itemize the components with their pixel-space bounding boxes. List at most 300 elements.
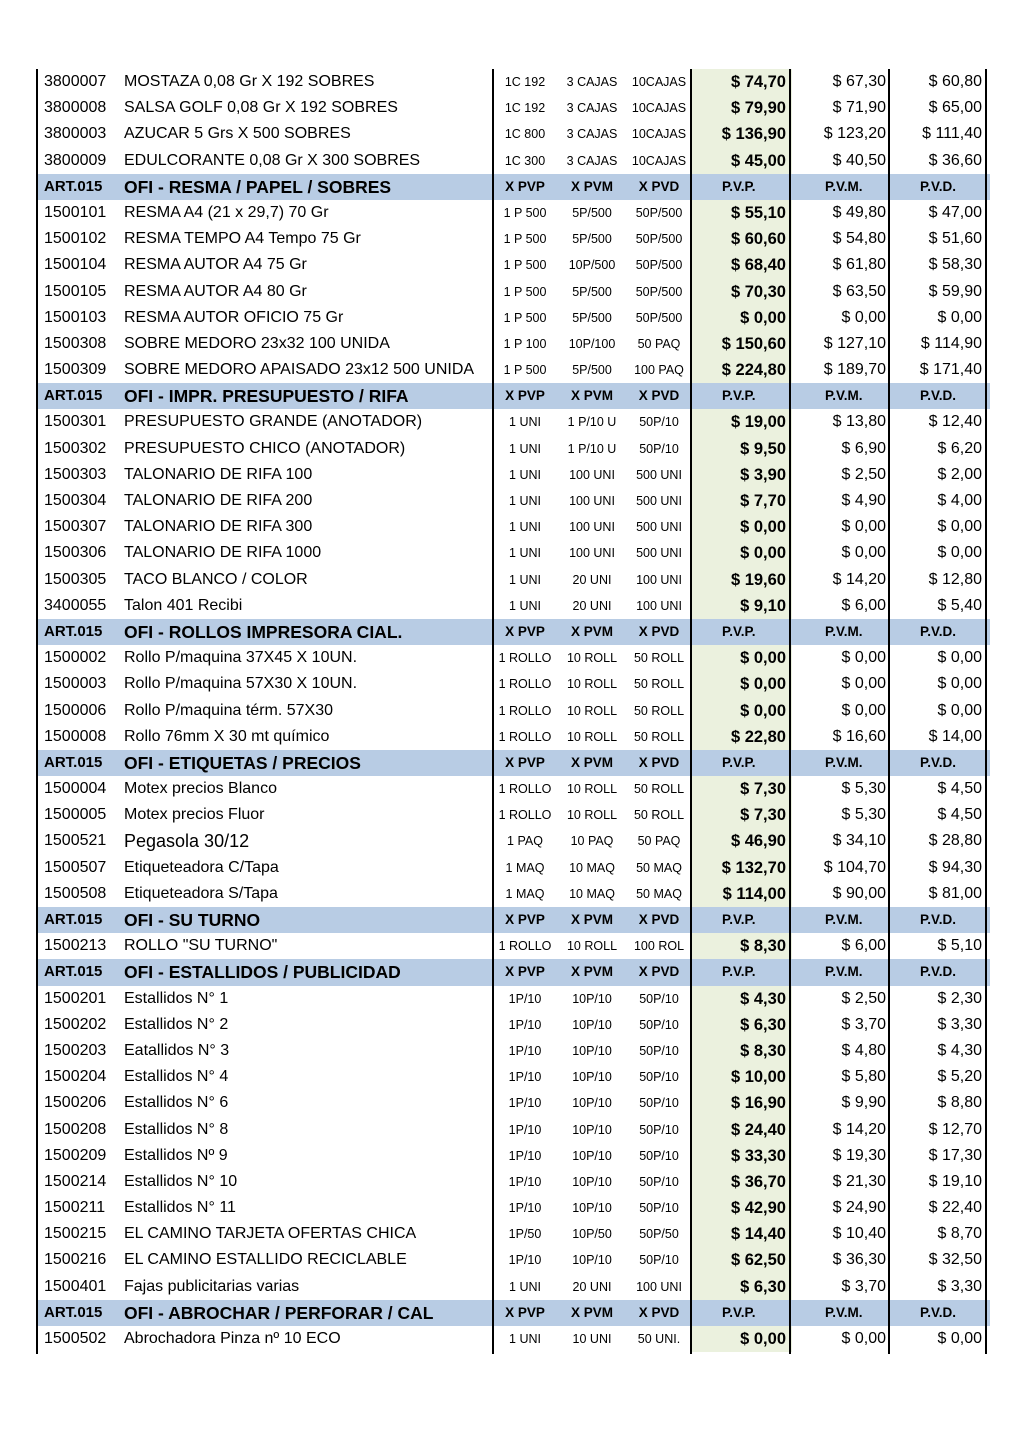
item-description: Motex precios Blanco — [124, 780, 277, 798]
table-row — [36, 252, 990, 278]
item-description: RESMA A4 (21 x 29,7) 70 Gr — [124, 203, 329, 221]
unit-pvd: 50 ROLL — [633, 703, 685, 718]
unit-pvm: 1 P/10 U — [567, 415, 617, 430]
price-pvp: $ 8,30 — [692, 933, 792, 959]
price-pvp: $ 24,40 — [692, 1117, 792, 1143]
unit-header-pvp: X PVP — [505, 388, 545, 404]
price-header-pvm: P.V.M. — [825, 1304, 863, 1320]
item-description: Estallidos N° 1 — [124, 989, 229, 1007]
price-pvp: $ 46,90 — [692, 828, 792, 854]
section-title: OFI - ROLLOS IMPRESORA CIAL. — [124, 621, 403, 642]
unit-pvp: 1 UNI — [509, 415, 541, 430]
unit-pvm: 10P/10 — [572, 1201, 612, 1216]
unit-pvd: 50P/10 — [639, 441, 679, 456]
unit-pvp: 1C 192 — [504, 75, 546, 89]
unit-pvm: 5P/500 — [572, 232, 612, 247]
item-code: 1500214 — [44, 1172, 107, 1190]
item-code: 1500213 — [44, 937, 107, 955]
unit-header-pvd: X PVD — [638, 964, 680, 980]
price-pvm: $ 19,30 — [832, 1146, 886, 1164]
price-pvd: $ 2,00 — [937, 465, 982, 483]
item-description: Eatallidos N° 3 — [124, 1041, 230, 1059]
price-pvd: $ 0,00 — [937, 308, 982, 326]
unit-pvd: 100 ROL — [633, 939, 685, 954]
item-code: 3800009 — [44, 151, 107, 169]
unit-pvd: 10CAJAS — [631, 75, 687, 89]
unit-pvm: 10P/10 — [572, 1148, 612, 1163]
unit-pvd: 50P/500 — [635, 284, 683, 299]
section-title: OFI - IMPR. PRESUPUESTO / RIFA — [124, 386, 409, 407]
price-pvm: $ 6,00 — [841, 596, 886, 614]
price-pvp: $ 62,50 — [692, 1247, 792, 1273]
unit-pvd: 50P/50 — [639, 1227, 679, 1242]
price-header-pvm: P.V.M. — [825, 388, 863, 404]
price-pvp: $ 7,30 — [692, 802, 792, 828]
unit-pvm: 10P/10 — [572, 1253, 612, 1268]
price-pvm: $ 9,90 — [841, 1094, 886, 1112]
price-pvm: $ 16,60 — [832, 727, 886, 745]
item-description: RESMA TEMPO A4 Tempo 75 Gr — [124, 230, 361, 248]
unit-pvd: 500 UNI — [636, 520, 682, 535]
table-row — [36, 855, 990, 881]
price-pvp: $ 45,00 — [692, 148, 792, 174]
unit-pvp: 1 P 500 — [503, 205, 547, 220]
unit-pvp: 1P/10 — [508, 1096, 542, 1111]
item-description: Estallidos N° 6 — [124, 1094, 229, 1112]
section-header — [36, 1300, 990, 1326]
unit-header-pvm: X PVM — [570, 1304, 613, 1320]
price-header-pvp: P.V.P. — [722, 1304, 756, 1320]
unit-pvp: 1P/50 — [508, 1227, 542, 1242]
item-description: EL CAMINO TARJETA OFERTAS CHICA — [124, 1225, 417, 1243]
unit-pvd: 50 ROLL — [633, 782, 685, 797]
price-pvd: $ 12,80 — [928, 570, 982, 588]
unit-pvd: 50P/10 — [639, 1096, 679, 1111]
unit-pvm: 5P/500 — [572, 284, 612, 299]
table-row — [36, 1326, 990, 1352]
price-pvm: $ 67,30 — [832, 73, 886, 90]
unit-pvp: 1 P 500 — [503, 258, 547, 273]
item-description: PRESUPUESTO GRANDE (ANOTADOR) — [124, 413, 423, 431]
unit-pvm: 10P/10 — [572, 1017, 612, 1032]
price-pvd: $ 12,40 — [928, 413, 982, 431]
unit-pvd: 50 MAQ — [636, 886, 682, 901]
unit-pvd: 500 UNI — [636, 546, 682, 561]
price-pvd: $ 3,30 — [937, 1015, 982, 1033]
unit-pvp: 1 P 500 — [503, 232, 547, 247]
item-code: 1500104 — [44, 256, 107, 274]
price-pvp: $ 0,00 — [692, 671, 792, 697]
item-description: SOBRE MEDORO 23x32 100 UNIDA — [124, 334, 390, 352]
unit-pvm: 10 ROLL — [566, 651, 618, 666]
unit-pvd: 100 UNI — [636, 572, 682, 587]
unit-pvp: 1 MAQ — [505, 860, 545, 875]
price-pvp: $ 19,00 — [692, 409, 792, 435]
price-pvp: $ 3,90 — [692, 462, 792, 488]
item-description: Talon 401 Recibi — [124, 596, 243, 614]
price-pvm: $ 2,50 — [841, 465, 886, 483]
unit-pvd: 100 UNI — [636, 1279, 682, 1294]
item-code: 1500521 — [44, 832, 107, 850]
unit-pvm: 10P/10 — [572, 1070, 612, 1085]
price-pvp: $ 22,80 — [692, 724, 792, 750]
item-description: ROLLO "SU TURNO" — [124, 937, 278, 955]
price-pvp: $ 0,00 — [692, 645, 792, 671]
section-header — [36, 907, 990, 933]
item-code: 1500309 — [44, 361, 107, 379]
unit-pvm: 10P/500 — [568, 258, 616, 273]
price-list-table — [36, 69, 990, 1352]
item-description: Abrochadora Pinza nº 10 ECO — [124, 1330, 341, 1347]
price-header-pvp: P.V.P. — [722, 964, 756, 980]
column-divider — [36, 69, 38, 1354]
price-pvm: $ 61,80 — [832, 256, 886, 274]
price-pvm: $ 4,80 — [841, 1041, 886, 1059]
price-pvm: $ 14,20 — [832, 1120, 886, 1138]
table-row — [36, 226, 990, 252]
unit-pvm: 10 ROLL — [566, 677, 618, 692]
price-pvp: $ 114,00 — [692, 881, 792, 907]
price-pvm: $ 54,80 — [832, 230, 886, 248]
unit-pvm: 10P/100 — [568, 336, 616, 351]
section-art-code: ART.015 — [44, 911, 103, 928]
price-pvp: $ 33,30 — [692, 1143, 792, 1169]
section-title: OFI - RESMA / PAPEL / SOBRES — [124, 176, 392, 197]
price-pvd: $ 22,40 — [928, 1199, 982, 1217]
price-pvm: $ 104,70 — [823, 858, 886, 876]
table-row — [36, 671, 990, 697]
price-pvm: $ 6,00 — [841, 937, 886, 955]
unit-pvm: 5P/500 — [572, 363, 612, 378]
column-divider — [985, 69, 987, 1354]
price-pvm: $ 0,00 — [841, 308, 886, 326]
table-row — [36, 933, 990, 959]
column-divider — [888, 69, 890, 1354]
table-row — [36, 200, 990, 226]
table-row — [36, 1247, 990, 1273]
unit-pvm: 10P/10 — [572, 1096, 612, 1111]
item-description: Rollo 76mm X 30 mt químico — [124, 727, 330, 745]
price-pvd: $ 19,10 — [928, 1172, 982, 1190]
table-row — [36, 305, 990, 331]
unit-pvd: 50P/500 — [635, 258, 683, 273]
unit-pvp: 1P/10 — [508, 1201, 542, 1216]
unit-header-pvd: X PVD — [638, 623, 680, 639]
unit-pvd: 50 PAQ — [637, 336, 681, 351]
price-pvp: $ 6,30 — [692, 1012, 792, 1038]
unit-pvm: 100 UNI — [569, 520, 615, 535]
unit-pvp: 1C 300 — [504, 153, 546, 168]
price-pvm: $ 123,20 — [823, 125, 886, 143]
price-pvm: $ 6,90 — [841, 439, 886, 457]
table-row — [36, 409, 990, 435]
price-pvp: $ 136,90 — [692, 121, 792, 147]
price-pvd: $ 3,30 — [937, 1277, 982, 1295]
table-row — [36, 1169, 990, 1195]
unit-pvm: 10 MAQ — [569, 860, 615, 875]
unit-pvp: 1C 192 — [504, 101, 546, 116]
item-description: TACO BLANCO / COLOR — [124, 570, 308, 588]
table-row — [36, 1274, 990, 1300]
price-pvp: $ 7,30 — [692, 776, 792, 802]
price-pvd: $ 114,90 — [920, 334, 982, 352]
price-pvp: $ 36,70 — [692, 1169, 792, 1195]
table-row — [36, 279, 990, 305]
item-description: MOSTAZA 0,08 Gr X 192 SOBRES — [124, 73, 375, 90]
unit-pvp: 1P/10 — [508, 1017, 542, 1032]
unit-pvm: 5P/500 — [572, 310, 612, 325]
unit-pvp: 1 UNI — [509, 546, 541, 561]
unit-pvd: 50 UNI. — [637, 1332, 681, 1346]
price-pvm: $ 63,50 — [832, 282, 886, 300]
table-row — [36, 331, 990, 357]
unit-pvm: 20 UNI — [572, 598, 612, 613]
unit-pvm: 100 UNI — [569, 467, 615, 482]
table-row — [36, 357, 990, 383]
price-header-pvm: P.V.M. — [825, 178, 863, 194]
item-description: EDULCORANTE 0,08 Gr X 300 SOBRES — [124, 151, 421, 169]
price-header-pvp: P.V.P. — [722, 754, 756, 770]
section-art-code: ART.015 — [44, 622, 103, 640]
price-pvd: $ 0,00 — [937, 701, 982, 719]
section-header — [36, 750, 990, 776]
item-description: AZUCAR 5 Grs X 500 SOBRES — [124, 125, 351, 143]
unit-pvd: 50 ROLL — [633, 677, 685, 692]
item-code: 1500301 — [44, 413, 107, 431]
unit-pvd: 50P/10 — [639, 1174, 679, 1189]
price-pvm: $ 21,30 — [832, 1172, 886, 1190]
unit-header-pvm: X PVM — [570, 388, 613, 404]
column-divider — [492, 69, 494, 1354]
price-pvm: $ 0,00 — [841, 1330, 886, 1347]
price-pvm: $ 5,30 — [841, 780, 886, 798]
price-header-pvp: P.V.P. — [722, 623, 756, 639]
section-art-code: ART.015 — [44, 387, 103, 405]
unit-pvd: 500 UNI — [636, 467, 682, 482]
price-pvd: $ 12,70 — [928, 1120, 982, 1138]
unit-pvp: 1 ROLLO — [498, 651, 552, 666]
price-pvd: $ 0,00 — [937, 518, 982, 536]
unit-pvm: 3 CAJAS — [566, 101, 618, 116]
unit-pvp: 1 UNI — [509, 1279, 541, 1294]
unit-pvm: 10P/10 — [572, 1043, 612, 1058]
unit-pvm: 20 UNI — [572, 1279, 612, 1294]
section-header — [36, 383, 990, 409]
item-code: 1500306 — [44, 544, 107, 562]
table-row — [36, 1038, 990, 1064]
item-code: 1500305 — [44, 570, 107, 588]
unit-pvp: 1 MAQ — [505, 886, 545, 901]
unit-pvp: 1 P 500 — [503, 284, 547, 299]
price-pvd: $ 171,40 — [919, 361, 982, 379]
unit-pvp: 1 UNI — [509, 520, 541, 535]
price-pvm: $ 3,70 — [841, 1277, 886, 1295]
unit-pvd: 100 UNI — [636, 598, 682, 613]
price-pvd: $ 28,80 — [928, 832, 982, 850]
item-code: 1500202 — [44, 1015, 107, 1033]
table-row — [36, 95, 990, 121]
item-code: 1500303 — [44, 465, 107, 483]
price-pvd: $ 0,00 — [937, 675, 982, 693]
price-pvd: $ 4,50 — [937, 806, 982, 824]
price-header-pvm: P.V.M. — [825, 964, 863, 980]
table-row — [36, 881, 990, 907]
unit-pvd: 50 ROLL — [633, 808, 685, 823]
unit-pvd: 50P/10 — [639, 991, 679, 1006]
item-code: 1500206 — [44, 1094, 107, 1112]
table-row — [36, 1090, 990, 1116]
table-row — [36, 436, 990, 462]
item-code: 1500401 — [44, 1277, 107, 1295]
price-pvm: $ 13,80 — [832, 413, 886, 431]
unit-header-pvd: X PVD — [638, 178, 680, 194]
unit-pvm: 10P/50 — [572, 1227, 612, 1242]
unit-pvp: 1P/10 — [508, 1070, 542, 1085]
unit-pvp: 1 ROLLO — [498, 782, 552, 797]
table-row — [36, 1064, 990, 1090]
item-description: Rollo P/maquina 37X45 X 10UN. — [124, 649, 358, 667]
price-pvp: $ 224,80 — [692, 357, 792, 383]
unit-pvm: 10 ROLL — [566, 939, 618, 954]
unit-pvd: 50 MAQ — [636, 860, 682, 875]
price-pvd: $ 59,90 — [928, 282, 982, 300]
item-description: EL CAMINO ESTALLIDO RECICLABLE — [124, 1251, 407, 1269]
unit-pvm: 3 CAJAS — [566, 153, 618, 168]
price-header-pvm: P.V.M. — [825, 623, 863, 639]
item-code: 1500008 — [44, 727, 107, 745]
price-pvd: $ 4,50 — [937, 780, 982, 798]
item-code: 1500105 — [44, 282, 107, 300]
price-pvp: $ 8,30 — [692, 1038, 792, 1064]
price-pvm: $ 0,00 — [841, 675, 886, 693]
price-pvd: $ 94,30 — [928, 858, 982, 876]
item-description: SALSA GOLF 0,08 Gr X 192 SOBRES — [124, 99, 398, 117]
table-row — [36, 828, 990, 854]
table-row — [36, 986, 990, 1012]
table-row — [36, 776, 990, 802]
item-code: 1500004 — [44, 780, 107, 798]
item-description: Estallidos N° 11 — [124, 1199, 236, 1217]
unit-pvd: 50P/10 — [639, 1148, 679, 1163]
item-description: Estallidos N° 8 — [124, 1120, 229, 1138]
unit-pvd: 50 ROLL — [633, 651, 685, 666]
unit-pvp: 1 P 500 — [503, 310, 547, 325]
price-header-pvd: P.V.D. — [920, 1304, 957, 1320]
price-pvp: $ 60,60 — [692, 226, 792, 252]
price-pvd: $ 65,00 — [928, 99, 982, 117]
item-description: Motex precios Fluor — [124, 806, 265, 824]
unit-header-pvd: X PVD — [638, 388, 680, 404]
price-header-pvp: P.V.P. — [722, 178, 756, 194]
unit-pvm: 10 PAQ — [570, 834, 614, 849]
item-code: 1500208 — [44, 1120, 107, 1138]
unit-pvp: 1C 800 — [504, 127, 546, 142]
table-row — [36, 121, 990, 147]
item-description: RESMA AUTOR A4 80 Gr — [124, 282, 307, 300]
price-pvp: $ 74,70 — [692, 69, 792, 95]
price-pvd: $ 8,80 — [937, 1094, 982, 1112]
section-title: OFI - SU TURNO — [124, 910, 261, 930]
section-title: OFI - ESTALLIDOS / PUBLICIDAD — [124, 962, 401, 983]
unit-header-pvd: X PVD — [638, 912, 680, 927]
price-pvd: $ 58,30 — [928, 256, 982, 274]
price-header-pvm: P.V.M. — [825, 754, 863, 770]
item-code: 1500006 — [44, 701, 107, 719]
unit-pvd: 10CAJAS — [631, 101, 687, 116]
item-description: Estallidos N° 2 — [124, 1015, 229, 1033]
unit-pvm: 20 UNI — [572, 572, 612, 587]
item-code: 1500101 — [44, 203, 107, 221]
price-pvd: $ 47,00 — [928, 203, 982, 221]
item-code: 1500507 — [44, 858, 107, 876]
table-row — [36, 567, 990, 593]
price-pvp: $ 0,00 — [692, 514, 792, 540]
item-description: TALONARIO DE RIFA 100 — [124, 465, 313, 483]
unit-pvd: 50P/10 — [639, 415, 679, 430]
unit-pvm: 3 CAJAS — [566, 75, 618, 89]
unit-header-pvp: X PVP — [505, 912, 545, 927]
unit-pvd: 500 UNI — [636, 494, 682, 508]
unit-pvm: 10P/10 — [572, 991, 612, 1006]
unit-pvp: 1 PAQ — [507, 834, 543, 849]
unit-pvd: 50P/10 — [639, 1017, 679, 1032]
price-pvp: $ 6,30 — [692, 1274, 792, 1300]
unit-pvm: 10 ROLL — [566, 808, 618, 823]
unit-pvp: 1 UNI — [509, 1332, 541, 1346]
price-pvm: $ 3,70 — [841, 1015, 886, 1033]
price-pvd: $ 36,60 — [928, 151, 982, 169]
price-pvm: $ 127,10 — [823, 334, 886, 352]
table-row — [36, 698, 990, 724]
unit-pvp: 1P/10 — [508, 1122, 542, 1137]
price-pvm: $ 34,10 — [832, 832, 886, 850]
unit-pvp: 1P/10 — [508, 1253, 542, 1268]
section-title: OFI - ABROCHAR / PERFORAR / CAL — [124, 1302, 434, 1323]
unit-pvd: 10CAJAS — [631, 127, 687, 142]
unit-pvp: 1 ROLLO — [498, 808, 552, 823]
item-code: 3800008 — [44, 99, 107, 117]
price-pvd: $ 5,40 — [937, 596, 982, 614]
item-code: 3400055 — [44, 596, 107, 614]
unit-pvd: 50P/10 — [639, 1043, 679, 1058]
unit-pvm: 1 P/10 U — [567, 441, 617, 456]
unit-pvp: 1 UNI — [509, 598, 541, 613]
item-code: 1500216 — [44, 1251, 107, 1269]
unit-pvp: 1 ROLLO — [498, 677, 552, 692]
unit-pvp: 1P/10 — [508, 1043, 542, 1058]
item-description: RESMA AUTOR A4 75 Gr — [124, 256, 307, 274]
item-code: 1500003 — [44, 675, 107, 693]
item-code: 1500302 — [44, 439, 107, 457]
item-description: Etiqueteadora S/Tapa — [124, 884, 278, 902]
unit-pvm: 10P/10 — [572, 1122, 612, 1137]
item-code: 1500102 — [44, 230, 107, 248]
item-code: 1500308 — [44, 334, 107, 352]
unit-pvd: 50P/10 — [639, 1070, 679, 1085]
section-header — [36, 619, 990, 645]
price-pvm: $ 40,50 — [832, 151, 886, 169]
table-row — [36, 645, 990, 671]
item-description: TALONARIO DE RIFA 1000 — [124, 544, 322, 562]
table-row — [36, 1221, 990, 1247]
unit-pvd: 50P/10 — [639, 1253, 679, 1268]
price-pvd: $ 6,20 — [937, 439, 982, 457]
item-code: 1500502 — [44, 1330, 107, 1347]
table-row — [36, 1117, 990, 1143]
unit-pvp: 1P/10 — [508, 1174, 542, 1189]
section-art-code: ART.015 — [44, 963, 103, 981]
price-header-pvd: P.V.D. — [920, 178, 957, 194]
